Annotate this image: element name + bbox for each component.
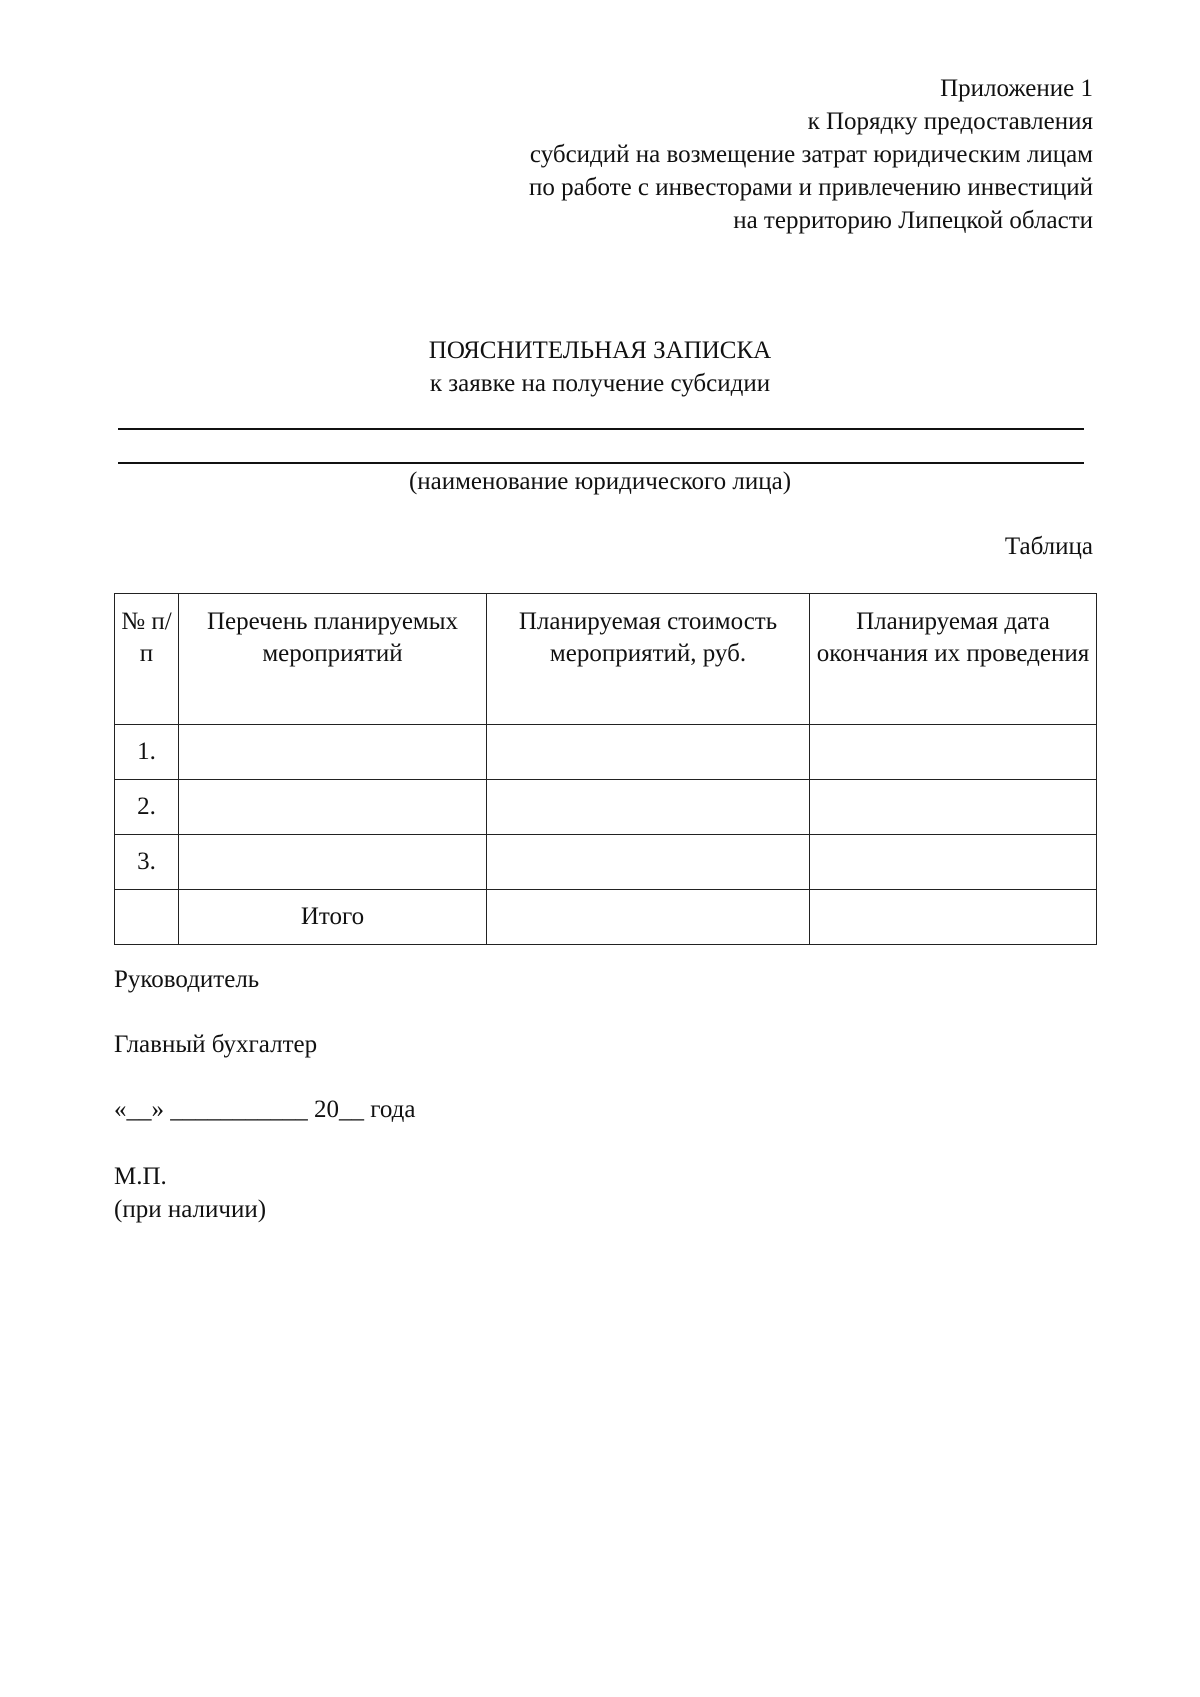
row-list-cell[interactable] [179,780,487,835]
row-num: 1. [115,725,179,780]
signature-date-line[interactable]: «__» ___________ 20__ года [114,1096,416,1123]
table-label: Таблица [1004,533,1093,560]
row-cost-cell[interactable] [487,835,810,890]
org-name-line-1[interactable] [118,428,1084,430]
total-num-cell [115,890,179,945]
header-list: Перечень планируемых мероприятий [179,594,487,725]
row-cost-cell[interactable] [487,780,810,835]
table-header-row [115,594,1097,725]
stamp-note: (при наличии) [114,1196,267,1223]
org-name-caption: (наименование юридического лица) [408,468,792,495]
annex-line-1: Приложение 1 [940,75,1093,102]
row-list-cell[interactable] [179,835,487,890]
annex-line-3: субсидий на возмещение затрат юридическим лицам [529,141,1093,168]
header-cost: Планируемая стоимость мероприятий, руб. [487,594,810,725]
table-row [115,725,1097,780]
annex-line-5: на территорию Липецкой области [733,207,1093,234]
annex-line-2: к Порядку предоставления [807,108,1093,135]
row-date-cell[interactable] [810,780,1097,835]
header-num: № п/п [115,594,179,725]
row-num: 3. [115,835,179,890]
org-name-line-2[interactable] [118,462,1084,464]
row-cost-cell[interactable] [487,725,810,780]
row-num: 2. [115,780,179,835]
document-title [0,334,1200,400]
table-total-row [115,890,1097,945]
table-row [115,835,1097,890]
annex-header [393,72,1093,237]
row-date-cell[interactable] [810,835,1097,890]
total-label: Итого [179,890,487,945]
header-date: Планируемая дата окончания их проведения [810,594,1097,725]
title-main: ПОЯСНИТЕЛЬНАЯ ЗАПИСКА [428,337,772,364]
total-cost-cell[interactable] [487,890,810,945]
stamp-label: М.П. [114,1163,167,1190]
total-date-cell[interactable] [810,890,1097,945]
row-date-cell[interactable] [810,725,1097,780]
table-row [115,780,1097,835]
title-sub: к заявке на получение субсидии [429,370,771,397]
annex-line-4: по работе с инвесторами и привлечению инвестиций [529,174,1093,201]
signature-accountant: Главный бухгалтер [114,1031,318,1058]
plan-table [114,593,1097,945]
row-list-cell[interactable] [179,725,487,780]
signature-head: Руководитель [114,966,260,993]
